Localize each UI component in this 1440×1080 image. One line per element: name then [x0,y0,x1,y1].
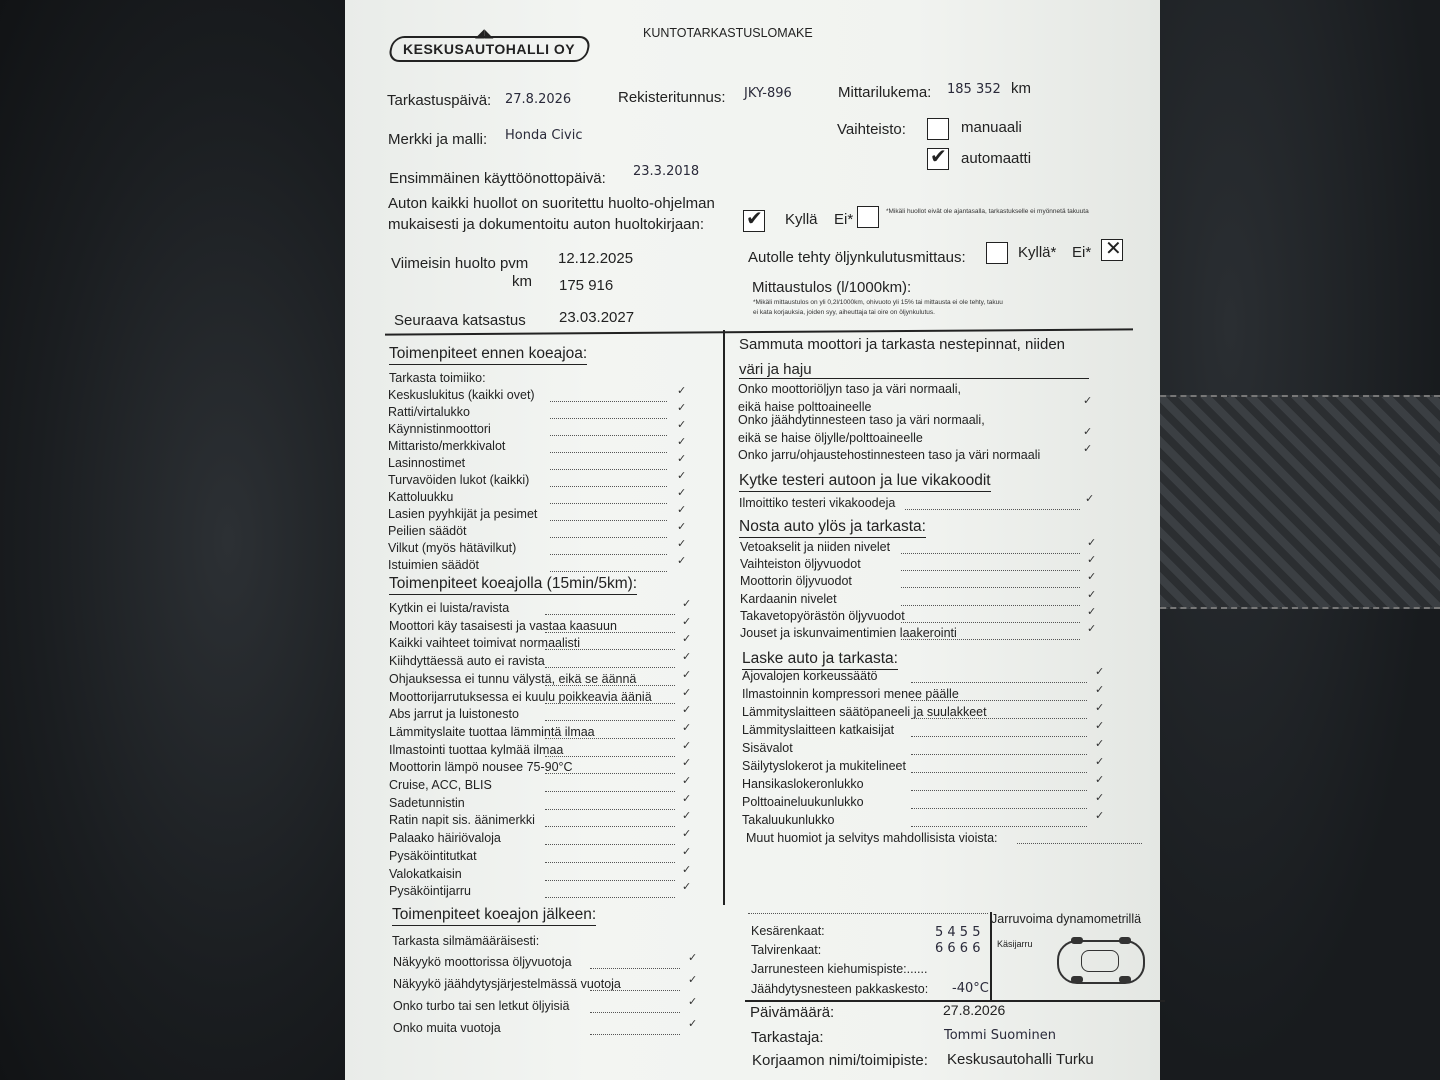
checklist-item: Kardaanin nivelet [740,591,837,606]
checklist-item: Lämmityslaite tuottaa lämmintä ilmaa [389,724,595,739]
checklist-item: Säilytyslokerot ja mukitelineet [742,759,906,773]
brake-fluid-label: Jarrunesteen kiehumispiste:...... [751,962,928,976]
tick-mark-icon: ✓ [688,974,698,986]
fluid-check-line: eikä haise polttoaineelle [738,400,872,414]
dotted-leader [590,968,680,969]
checklist-item: Ratin napit sis. äänimerkki [389,813,535,828]
date-value: 27.8.2026 [505,92,572,107]
tick-mark-icon: ✓ [677,436,687,448]
checklist-item: Lämmityslaitteen säätöpaneeli ja suulakkeet [742,705,987,719]
sign-date-label: Päivämäärä: [750,1004,835,1021]
tick-mark-icon: ✓ [688,996,698,1008]
dotted-leader [545,791,675,792]
reg-label: Rekisteritunnus: [618,89,726,106]
dotted-leader [911,754,1087,755]
checklist-item: Pysäköintitutkat [389,848,477,863]
oil-note-1: *Mikäli mittaustulos on yli 0,2l/1000km, ohivuoto yli 15% tai mittausta ei ole tehty, takuu [753,299,1003,306]
checklist-item: Vaihteiston öljyvuodot [740,557,861,572]
dotted-leader [545,756,675,757]
fluids-title-1: Sammuta moottori ja tarkasta nestepinnat, niiden [739,336,1066,353]
service-yes-label: Kyllä [785,211,818,228]
tick-mark-icon: ✓ [1087,588,1097,601]
tick-mark-icon: ✓ [1083,395,1093,407]
checklist-item: Ohjauksessa ei tunnu välystä, eikä se äännä [389,671,637,686]
tick-mark-icon: ✓ [677,555,687,567]
checklist-item: Kaikki vaihteet toimivat normaalisti [389,636,581,651]
tick-mark-icon: ✓ [1083,426,1093,438]
km-label: km [512,273,532,290]
checklist-item: Vilkut (myös hätävilkut) [388,541,517,555]
tick-mark-icon: ✓ [682,810,692,823]
checklist-item: Moottorin lämpö nousee 75-90°C [389,760,573,775]
dotted-leader [550,418,667,419]
checklist-item: Vetoakselit ja niiden nivelet [740,540,891,554]
tick-mark-icon: ✓ [682,845,692,858]
checklist-item: Näkyykö jäähdytysjärjestelmässä vuotoja [393,977,621,991]
tester-title: Kytke testeri autoon ja lue vikakoodit [739,472,991,492]
dotted-leader [901,605,1080,606]
tick-mark-icon: ✓ [1095,720,1105,732]
checklist-item: Moottori käy tasaisesti ja vastaa kaasuun [389,618,617,633]
dyno-title: Jarruvoima dynamometrillä [991,912,1142,926]
checklist-item: Mittaristo/merkkivalot [388,439,506,453]
checklist-item: Palaako häiriövaloja [389,831,501,846]
checklist-item: Kiihdyttäessä auto ei ravista [389,654,545,669]
pre-drive-title: Toimenpiteet ennen koeajoa: [389,345,587,365]
service-yes-checkbox [743,210,765,232]
pre-drive-subtitle: Tarkasta toimiiko: [389,371,486,385]
checklist-item: Kytkin ei luista/ravista [389,601,510,615]
check-mark-icon: ✔ [746,208,763,230]
tick-mark-icon: ✓ [677,402,687,414]
coolant-label: Jäähdytysnesteen pakkaskesto: [751,982,929,996]
tick-mark-icon: ✓ [682,615,692,628]
tick-mark-icon: ✓ [682,651,692,664]
dotted-leader [545,649,675,650]
checklist-item: Ilmastoinnin kompressori menee päälle [742,687,959,701]
notes-line [1017,843,1142,844]
checklist-item: Moottorijarrutuksessa ei kuulu poikkeavia ääniä [389,689,652,704]
tick-mark-icon: ✓ [1095,792,1105,804]
checklist-item: Sisävalot [742,741,793,755]
dotted-leader [911,808,1087,809]
tick-mark-icon: ✓ [682,863,692,876]
tick-mark-icon: ✓ [677,487,687,499]
dotted-leader [911,772,1087,773]
summer-tyres-label: Kesärenkaat: [751,924,825,938]
tick-mark-icon: ✓ [682,721,692,734]
last-service-value: 12.12.2025 [558,250,634,267]
cross-mark-icon: ✕ [1105,238,1122,260]
tick-mark-icon: ✓ [682,739,692,752]
dotted-leader [550,503,667,504]
checklist-item: Ajovalojen korkeussäätö [742,669,878,683]
dotted-leader [550,571,667,572]
fluids-title-2: väri ja haju [739,361,1089,379]
tick-mark-icon: ✓ [1095,666,1105,678]
tick-mark-icon: ✓ [682,828,692,841]
automatic-label: automaatti [961,150,1032,167]
checklist-item: Käynnistinmoottori [388,422,491,436]
dotted-leader [590,1012,680,1013]
dotted-leader [590,1034,680,1035]
fluid-check-line: Onko moottoriöljyn taso ja väri normaali, [738,382,962,396]
dotted-leader [901,639,1080,640]
tick-mark-icon: ✓ [682,598,692,610]
service-no-label: Ei* [834,211,854,228]
first-reg-label: Ensimmäinen käyttöönottopäivä: [389,170,606,187]
checklist-item: Istuimien säädöt [388,558,480,572]
tick-mark-icon: ✓ [1085,493,1095,505]
lower-title: Laske auto ja tarkasta: [742,650,898,670]
tick-mark-icon: ✓ [677,419,687,431]
checklist-item: Abs jarrut ja luistonesto [389,707,519,722]
tick-mark-icon: ✓ [1095,684,1105,696]
oil-no-label: Ei* [1072,244,1092,261]
tick-mark-icon: ✓ [1095,756,1105,768]
tick-mark-icon: ✓ [1095,810,1105,822]
manual-checkbox [927,118,949,140]
oil-result-label: Mittaustulos (l/1000km): [752,279,912,296]
tick-mark-icon: ✓ [1087,605,1097,618]
checklist-item: Takaluukunlukko [742,813,835,827]
dotted-leader [550,537,667,538]
tick-mark-icon: ✓ [682,881,692,894]
notes-line-2 [748,913,988,914]
tick-mark-icon: ✓ [1087,571,1097,584]
coolant-value: -40°C [952,981,989,996]
carbon-trim [1150,395,1440,609]
tick-mark-icon: ✓ [1087,623,1097,635]
dotted-leader [545,844,675,845]
dotted-leader [550,520,667,521]
car-seat-left [0,0,380,1080]
dotted-leader [545,809,675,810]
dotted-leader [545,685,675,686]
manual-label: manuaali [961,119,1022,136]
checklist-item: Moottorin öljyvuodot [740,574,852,589]
dotted-leader [911,736,1087,737]
tick-mark-icon: ✓ [1087,537,1097,549]
company-name: KESKUSAUTOHALLI OY [403,41,576,57]
tick-mark-icon: ✓ [682,633,692,646]
tick-mark-icon: ✓ [688,1018,698,1030]
km-value: 175 916 [559,277,614,294]
dotted-leader [911,700,1087,701]
checklist-item: Peilien säädöt [388,524,467,538]
odo-unit: km [1011,80,1031,97]
checklist-item: Sadetunnistin [389,795,465,810]
service-no-checkbox [857,206,879,228]
dotted-leader [545,862,675,863]
sign-date-value: 27.8.2026 [943,1002,1006,1018]
dotted-leader [545,880,675,881]
dotted-leader [901,622,1080,623]
dotted-leader [545,738,675,739]
checklist-item: Jouset ja iskunvaimentimien laakerointi [740,626,957,640]
lift-title: Nosta auto ylös ja tarkasta: [739,518,926,538]
checklist-item: Ilmoittiko testeri vikakoodeja [739,496,896,510]
odo-value: 185 352 [947,82,1001,97]
workshop-label: Korjaamon nimi/toimipiste: [752,1052,928,1069]
tick-mark-icon: ✓ [677,504,687,516]
oil-test-label: Autolle tehty öljynkulutusmittaus: [748,249,966,266]
fluid-check-line: Onko jarru/ohjaustehostinnesteen taso ja väri normaali [738,448,1041,462]
oil-note-2: ei kata korjauksia, joiden syy, aiheuttaja tai oire on öljynkulutus. [753,309,935,316]
dotted-leader [550,554,667,555]
service-note: *Mikäli huollot eivät ole ajantasalla, tarkastukselle ei myönnetä takuuta [886,208,1089,215]
dotted-leader [545,703,675,704]
tick-mark-icon: ✓ [677,385,687,397]
dotted-leader [545,897,675,898]
tick-mark-icon: ✓ [1095,738,1105,750]
checklist-item: Cruise, ACC, BLIS [389,778,492,792]
checklist-item: Onko muita vuotoja [393,1021,501,1035]
oil-yes-checkbox [986,242,1008,264]
tick-mark-icon: ✓ [1095,774,1105,786]
checklist-item: Onko turbo tai sen letkut öljyisiä [393,999,570,1013]
form-title: KUNTOTARKASTUSLOMAKE [643,26,813,40]
car-diagram-icon [1057,940,1145,984]
fluid-check-line: eikä se haise öljylle/polttoaineelle [738,431,923,445]
tick-mark-icon: ✓ [1087,554,1097,567]
checklist-item: Valokatkaisin [389,866,462,881]
dotted-leader [905,509,1080,510]
tick-mark-icon: ✓ [1095,702,1105,714]
tick-mark-icon: ✓ [682,668,692,681]
dotted-leader [550,469,667,470]
checklist-item: Takavetopyörästön öljyvuodot [740,608,905,623]
tick-mark-icon: ✓ [682,704,692,717]
service-text-1: Auton kaikki huollot on suoritettu huolto-ohjelman [388,195,715,212]
column-divider [723,330,725,905]
service-text-2: mukaisesti ja dokumentoitu auton huoltokirjaan: [388,216,705,233]
automatic-checkbox [927,148,949,170]
dotted-leader [901,587,1080,588]
first-reg-value: 23.3.2018 [633,164,700,179]
winter-tyres-label: Talvirenkaat: [751,943,822,957]
tick-mark-icon: ✓ [1083,443,1093,455]
dotted-leader [911,682,1087,683]
dotted-leader [550,486,667,487]
dotted-leader [901,570,1080,571]
checklist-item: Hansikaslokeronlukko [742,777,864,791]
post-drive-subtitle: Tarkasta silmämääräisesti: [392,934,540,948]
winter-tyres-value: 6 6 6 6 [935,941,981,956]
next-inspection-label: Seuraava katsastus [394,312,526,329]
checklist-item: Polttoaineluukunlukko [742,795,864,809]
inspector-value: Tommi Suominen [944,1028,1056,1043]
tick-mark-icon: ✓ [677,538,687,550]
odo-label: Mittarilukema: [838,84,932,101]
dotted-leader [545,720,675,721]
test-drive-title: Toimenpiteet koeajolla (15min/5km): [389,575,637,595]
date-label: Tarkastuspäivä: [387,92,492,109]
workshop-value: Keskusautohalli Turku [947,1051,1094,1068]
checklist-item: Ilmastointi tuottaa kylmää ilmaa [389,742,564,757]
make-value: Honda Civic [505,128,583,143]
tick-mark-icon: ✓ [677,453,687,465]
logo-wing-icon: ◢◣ [475,26,494,40]
header-divider [385,328,1133,335]
oil-yes-label: Kyllä* [1018,244,1057,261]
post-drive-title: Toimenpiteet koeajon jälkeen: [392,906,596,926]
checklist-item: Pysäköintijarru [389,884,471,899]
reg-value: JKY-896 [744,86,792,101]
inspector-label: Tarkastaja: [751,1029,824,1046]
dotted-leader [550,452,667,453]
dotted-leader [911,790,1087,791]
handbrake-label: Käsijarru [997,939,1033,949]
check-mark-icon: ✔ [930,146,947,168]
checklist-item: Lasinnostimet [388,456,466,470]
dotted-leader [901,553,1080,554]
checklist-item: Lämmityslaitteen katkaisijat [742,723,895,737]
dotted-leader [911,718,1087,719]
gearbox-label: Vaihteisto: [837,121,906,138]
dotted-leader [550,435,667,436]
inspection-form [345,0,1160,1080]
dotted-leader [550,401,667,402]
checklist-item: Turvavöiden lukot (kaikki) [388,473,530,487]
checklist-item: Näkyykö moottorissa öljyvuotoja [393,955,572,969]
dotted-leader [545,773,675,774]
summer-tyres-value: 5 4 5 5 [935,925,981,940]
tick-mark-icon: ✓ [682,775,692,787]
dotted-leader [545,667,675,668]
checklist-item: Kattoluukku [388,490,454,504]
tick-mark-icon: ✓ [677,470,687,482]
fluid-check-line: Onko jäähdytinnesteen taso ja väri normaali, [738,413,985,427]
dotted-leader [545,632,675,633]
company-logo [387,36,592,62]
last-service-label: Viimeisin huolto pvm [391,255,529,272]
dotted-leader [545,826,675,827]
tick-mark-icon: ✓ [682,757,692,770]
dotted-leader [911,826,1087,827]
checklist-item: Lasien pyyhkijät ja pesimet [388,507,538,521]
next-inspection-value: 23.03.2027 [559,309,635,326]
tick-mark-icon: ✓ [682,792,692,805]
tick-mark-icon: ✓ [682,686,692,699]
dotted-leader [590,990,680,991]
oil-no-checkbox [1101,239,1123,261]
make-label: Merkki ja malli: [388,131,488,148]
dotted-leader [545,614,675,615]
checklist-item: Keskuslukitus (kaikki ovet) [388,388,535,402]
checklist-item: Ratti/virtalukko [388,405,470,419]
notes-label: Muut huomiot ja selvitys mahdollisista vioista: [746,831,998,845]
tick-mark-icon: ✓ [677,521,687,533]
tick-mark-icon: ✓ [688,952,698,964]
